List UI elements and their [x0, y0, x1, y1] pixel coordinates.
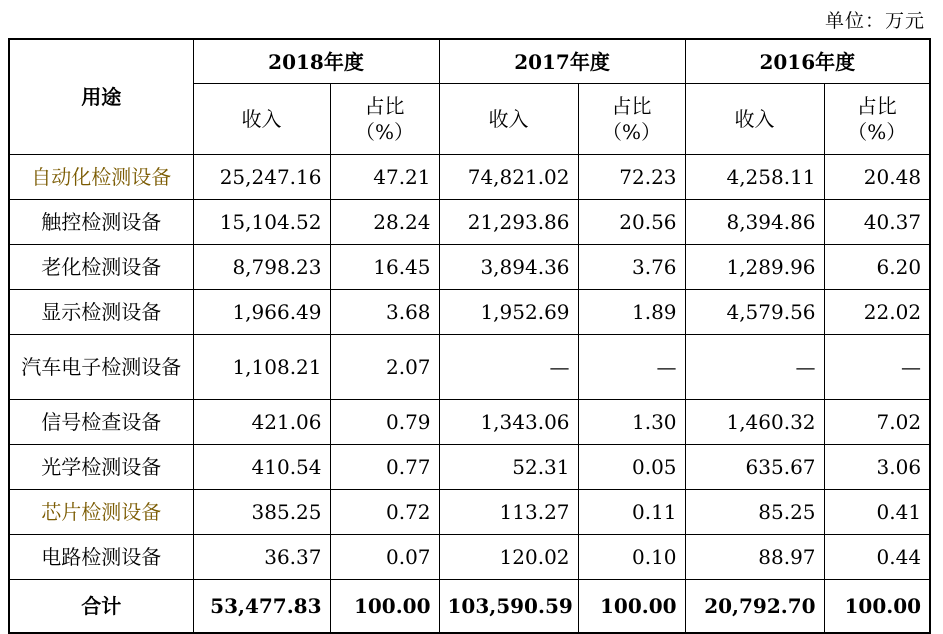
table-cell: 3,894.36 — [439, 245, 578, 290]
total-label: 合计 — [9, 580, 193, 634]
row-label: 自动化检测设备 — [9, 155, 193, 200]
table-cell: 2.07 — [330, 335, 439, 400]
row-label: 触控检测设备 — [9, 200, 193, 245]
table-cell: — — [578, 335, 685, 400]
table-cell: 1,343.06 — [439, 400, 578, 445]
table-cell: 16.45 — [330, 245, 439, 290]
revenue-by-use-table — [8, 38, 931, 634]
table-row — [9, 535, 930, 580]
table-cell: 25,247.16 — [193, 155, 330, 200]
header-year-2018: 2018年度 — [193, 39, 439, 84]
header-ratio: 占比 （%） — [824, 84, 930, 155]
table-cell: 3.68 — [330, 290, 439, 335]
table-cell: 1,952.69 — [439, 290, 578, 335]
table-cell: 0.07 — [330, 535, 439, 580]
table-row — [9, 445, 930, 490]
table-cell: 20.48 — [824, 155, 930, 200]
table-cell: 4,258.11 — [685, 155, 824, 200]
table-cell: 36.37 — [193, 535, 330, 580]
unit-label: 单位：万元 — [824, 10, 925, 32]
table-cell: 28.24 — [330, 200, 439, 245]
table-row — [9, 200, 930, 245]
total-cell: 53,477.83 — [193, 580, 330, 634]
table-row — [9, 155, 930, 200]
table-row — [9, 400, 930, 445]
header-year-2016: 2016年度 — [685, 39, 930, 84]
table-cell: 421.06 — [193, 400, 330, 445]
header-year-2017: 2017年度 — [439, 39, 685, 84]
table-row — [9, 490, 930, 535]
table-cell: — — [685, 335, 824, 400]
total-row — [9, 580, 930, 634]
header-revenue: 收入 — [439, 84, 578, 155]
table-cell: 0.11 — [578, 490, 685, 535]
total-cell: 100.00 — [330, 580, 439, 634]
table-cell: 410.54 — [193, 445, 330, 490]
table-row — [9, 245, 930, 290]
table-cell: — — [824, 335, 930, 400]
table-cell: 0.10 — [578, 535, 685, 580]
table-cell: 74,821.02 — [439, 155, 578, 200]
table-cell: 8,394.86 — [685, 200, 824, 245]
table-cell: 0.44 — [824, 535, 930, 580]
table-cell: 52.31 — [439, 445, 578, 490]
header-revenue: 收入 — [193, 84, 330, 155]
table-cell: 22.02 — [824, 290, 930, 335]
row-label: 显示检测设备 — [9, 290, 193, 335]
table-cell: 85.25 — [685, 490, 824, 535]
table-cell: 0.77 — [330, 445, 439, 490]
table-row — [9, 335, 930, 400]
total-cell: 100.00 — [578, 580, 685, 634]
table-cell: 7.02 — [824, 400, 930, 445]
table-cell: 385.25 — [193, 490, 330, 535]
header-ratio: 占比 （%） — [578, 84, 685, 155]
row-label: 芯片检测设备 — [9, 490, 193, 535]
header-revenue: 收入 — [685, 84, 824, 155]
table-cell: 15,104.52 — [193, 200, 330, 245]
table-cell: 120.02 — [439, 535, 578, 580]
table-cell: 1.89 — [578, 290, 685, 335]
table-cell: 3.06 — [824, 445, 930, 490]
table-cell: 0.79 — [330, 400, 439, 445]
row-label: 信号检查设备 — [9, 400, 193, 445]
table-row — [9, 290, 930, 335]
table-cell: 21,293.86 — [439, 200, 578, 245]
total-cell: 100.00 — [824, 580, 930, 634]
row-label: 电路检测设备 — [9, 535, 193, 580]
table-cell: 40.37 — [824, 200, 930, 245]
table-cell: 1,966.49 — [193, 290, 330, 335]
header-use: 用途 — [9, 39, 193, 155]
header-ratio: 占比 （%） — [330, 84, 439, 155]
table-cell: 8,798.23 — [193, 245, 330, 290]
table-cell: 0.41 — [824, 490, 930, 535]
row-label: 老化检测设备 — [9, 245, 193, 290]
total-cell: 20,792.70 — [685, 580, 824, 634]
table-cell: 1.30 — [578, 400, 685, 445]
table-cell: 88.97 — [685, 535, 824, 580]
table-cell: — — [439, 335, 578, 400]
table-cell: 72.23 — [578, 155, 685, 200]
table-cell: 3.76 — [578, 245, 685, 290]
total-cell: 103,590.59 — [439, 580, 578, 634]
table-cell: 20.56 — [578, 200, 685, 245]
table-cell: 1,108.21 — [193, 335, 330, 400]
table-cell: 6.20 — [824, 245, 930, 290]
table-cell: 113.27 — [439, 490, 578, 535]
table-cell: 0.72 — [330, 490, 439, 535]
table-cell: 1,289.96 — [685, 245, 824, 290]
table-cell: 47.21 — [330, 155, 439, 200]
row-label: 光学检测设备 — [9, 445, 193, 490]
table-cell: 635.67 — [685, 445, 824, 490]
table-cell: 1,460.32 — [685, 400, 824, 445]
table-cell: 0.05 — [578, 445, 685, 490]
table-cell: 4,579.56 — [685, 290, 824, 335]
row-label: 汽车电子检测设备 — [9, 335, 193, 400]
